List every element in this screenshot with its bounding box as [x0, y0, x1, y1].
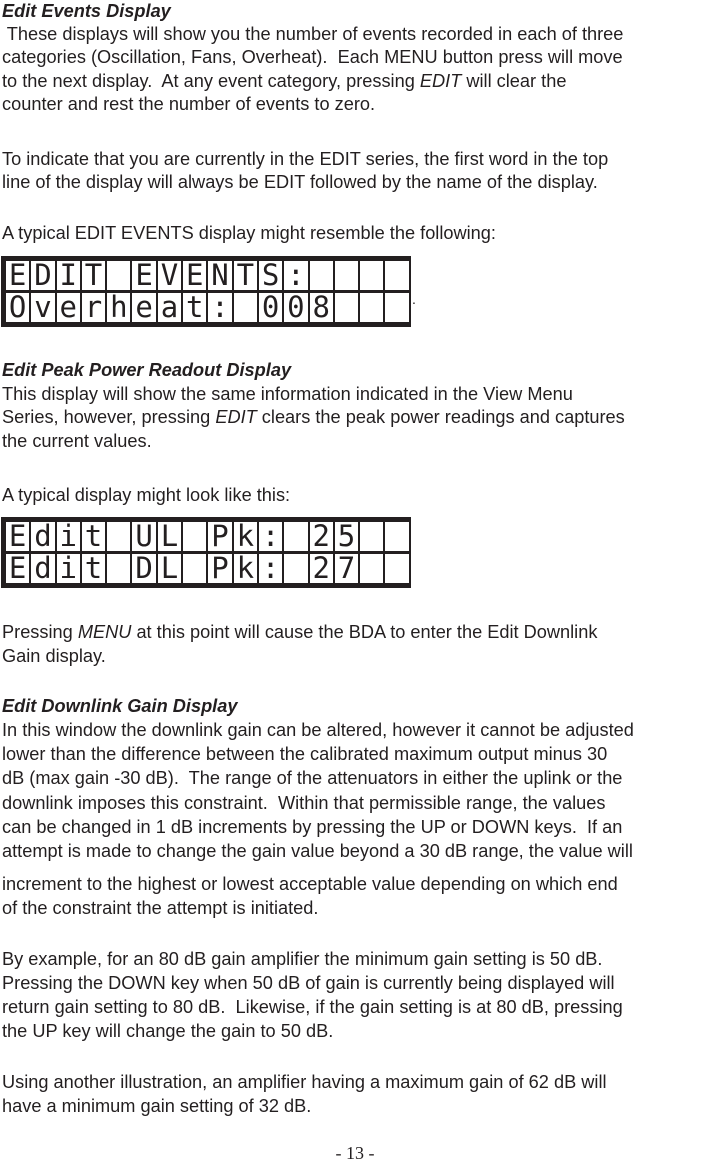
- lcd-char-cell: E: [6, 261, 29, 290]
- lcd-char-cell: P: [208, 522, 231, 551]
- lcd-char-cell: [385, 522, 408, 551]
- lcd-char-cell: O: [6, 293, 29, 322]
- paragraph-line: have a minimum gain setting of 32 dB.: [2, 1096, 312, 1116]
- lcd-char-cell: [234, 293, 257, 322]
- lcd-char-cell: L: [158, 554, 181, 583]
- lcd-char-cell: r: [82, 293, 105, 322]
- lcd-char-cell: T: [234, 261, 257, 290]
- paragraph-line: the current values.: [2, 431, 152, 451]
- paragraph-line: lower than the difference between the calibrated maximum output minus 30: [2, 744, 608, 764]
- lcd-char-cell: e: [132, 293, 155, 322]
- lcd-char-cell: [360, 554, 383, 583]
- paragraph-line: can be changed in 1 dB increments by pressing the UP or DOWN keys. If an: [2, 817, 623, 837]
- lcd-char-cell: [385, 261, 408, 290]
- lcd-char-cell: h: [107, 293, 130, 322]
- paragraph-line: This display will show the same information indicated in the View Menu: [2, 384, 573, 404]
- lcd-char-cell: U: [132, 522, 155, 551]
- lcd-char-cell: t: [82, 522, 105, 551]
- paragraph-line: Pressing the DOWN key when 50 dB of gain is currently being displayed will: [2, 973, 615, 993]
- lcd-char-cell: 2: [310, 554, 333, 583]
- paragraph-line: These displays will show you the number of events recorded in each of three: [2, 24, 624, 44]
- page-number: - 13 -: [335, 1143, 375, 1163]
- lcd-char-cell: k: [234, 554, 257, 583]
- lcd-char-cell: D: [132, 554, 155, 583]
- lcd-row: [6, 293, 409, 322]
- lcd-char-cell: 5: [335, 522, 358, 551]
- paragraph-line: [2, 406, 710, 429]
- paragraph-line: counter and rest the number of events to zero.: [2, 94, 376, 114]
- lcd-char-cell: P: [208, 554, 231, 583]
- paragraph-line: attempt is made to change the gain value beyond a 30 dB range, the value will: [2, 841, 633, 861]
- lcd-char-cell: t: [82, 554, 105, 583]
- paragraph-line: A typical display might look like this:: [2, 485, 291, 505]
- lcd-char-cell: [360, 522, 383, 551]
- text-run: at this point will cause the BDA to enter the Edit Downlink: [131, 622, 598, 642]
- lcd-char-cell: E: [132, 261, 155, 290]
- lcd-char-cell: [107, 554, 130, 583]
- lcd-char-cell: [183, 554, 206, 583]
- paragraph-line: [2, 621, 710, 644]
- lcd-char-cell: [310, 261, 333, 290]
- lcd-char-cell: d: [31, 522, 54, 551]
- lcd-char-cell: E: [183, 261, 206, 290]
- lcd-char-cell: :: [208, 293, 231, 322]
- lcd-char-cell: I: [57, 261, 80, 290]
- lcd-char-cell: :: [259, 522, 282, 551]
- paragraph-line: Using another illustration, an amplifier having a maximum gain of 62 dB will: [2, 1072, 607, 1092]
- paragraph-line: categories (Oscillation, Fans, Overheat). Each MENU button press will move: [2, 47, 623, 67]
- lcd-char-cell: [385, 293, 408, 322]
- lcd-char-cell: [335, 261, 358, 290]
- lcd-char-cell: E: [6, 522, 29, 551]
- lcd-row: [6, 522, 409, 551]
- lcd-char-cell: i: [57, 554, 80, 583]
- paragraph-line: of the constraint the attempt is initiated.: [2, 898, 319, 918]
- lcd-char-cell: 0: [259, 293, 282, 322]
- section-heading-edit-peak-power: Edit Peak Power Readout Display: [2, 360, 292, 380]
- lcd-char-cell: [284, 554, 307, 583]
- paragraph-line: downlink imposes this constraint. Within that permissible range, the values: [2, 793, 606, 813]
- lcd-char-cell: S: [259, 261, 282, 290]
- lcd-row: [6, 554, 409, 583]
- paragraph-line: dB (max gain -30 dB). The range of the attenuators in either the uplink or the: [2, 768, 623, 788]
- lcd-char-cell: 7: [335, 554, 358, 583]
- text-run: Pressing: [2, 622, 78, 642]
- lcd-char-cell: t: [183, 293, 206, 322]
- lcd-char-cell: [360, 261, 383, 290]
- text-run: Series, however, pressing: [2, 407, 216, 427]
- text-run: to the next display. At any event category, pressing: [2, 71, 420, 91]
- lcd-char-cell: e: [57, 293, 80, 322]
- paragraph-line: [2, 70, 710, 93]
- italic-term: EDIT: [215, 407, 257, 427]
- lcd-char-cell: L: [158, 522, 181, 551]
- paragraph-line: In this window the downlink gain can be altered, however it cannot be adjusted: [2, 720, 634, 740]
- lcd-char-cell: d: [31, 554, 54, 583]
- lcd-char-cell: k: [234, 522, 257, 551]
- lcd-char-cell: 2: [310, 522, 333, 551]
- paragraph-line: By example, for an 80 dB gain amplifier the minimum gain setting is 50 dB.: [2, 949, 603, 969]
- lcd-char-cell: 8: [310, 293, 333, 322]
- italic-term: MENU: [77, 622, 132, 642]
- lcd-display-peak-power: [1, 517, 411, 588]
- text-run: will clear the: [461, 71, 567, 91]
- lcd-char-cell: a: [158, 293, 181, 322]
- paragraph-line: To indicate that you are currently in the EDIT series, the first word in the top: [2, 149, 609, 169]
- paragraph-line: Gain display.: [2, 646, 106, 666]
- lcd-char-cell: [335, 293, 358, 322]
- lcd-char-cell: V: [158, 261, 181, 290]
- lcd-char-cell: E: [6, 554, 29, 583]
- lcd-char-cell: i: [57, 522, 80, 551]
- lcd-char-cell: T: [82, 261, 105, 290]
- lcd-row: [6, 261, 409, 290]
- trailing-dot: .: [412, 291, 416, 307]
- lcd-display-edit-events: [1, 256, 411, 327]
- lcd-char-cell: v: [31, 293, 54, 322]
- paragraph-line: line of the display will always be EDIT followed by the name of the display.: [2, 172, 598, 192]
- lcd-char-cell: [183, 522, 206, 551]
- lcd-char-cell: [284, 522, 307, 551]
- paragraph-line: increment to the highest or lowest acceptable value depending on which end: [2, 874, 618, 894]
- lcd-char-cell: N: [208, 261, 231, 290]
- lcd-char-cell: D: [31, 261, 54, 290]
- italic-term: EDIT: [419, 71, 462, 91]
- lcd-char-cell: :: [259, 554, 282, 583]
- lcd-char-cell: [107, 522, 130, 551]
- paragraph-line: A typical EDIT EVENTS display might resemble the following:: [2, 223, 496, 243]
- paragraph-line: return gain setting to 80 dB. Likewise, if the gain setting is at 80 dB, pressing: [2, 997, 623, 1017]
- lcd-char-cell: [360, 293, 383, 322]
- lcd-char-cell: [385, 554, 408, 583]
- paragraph-line: the UP key will change the gain to 50 dB.: [2, 1021, 334, 1041]
- lcd-char-cell: :: [284, 261, 307, 290]
- section-heading-edit-downlink-gain: Edit Downlink Gain Display: [2, 696, 238, 716]
- text-run: clears the peak power readings and captures: [256, 407, 625, 427]
- section-heading-edit-events: Edit Events Display: [2, 1, 171, 21]
- lcd-char-cell: 0: [284, 293, 307, 322]
- lcd-char-cell: [107, 261, 130, 290]
